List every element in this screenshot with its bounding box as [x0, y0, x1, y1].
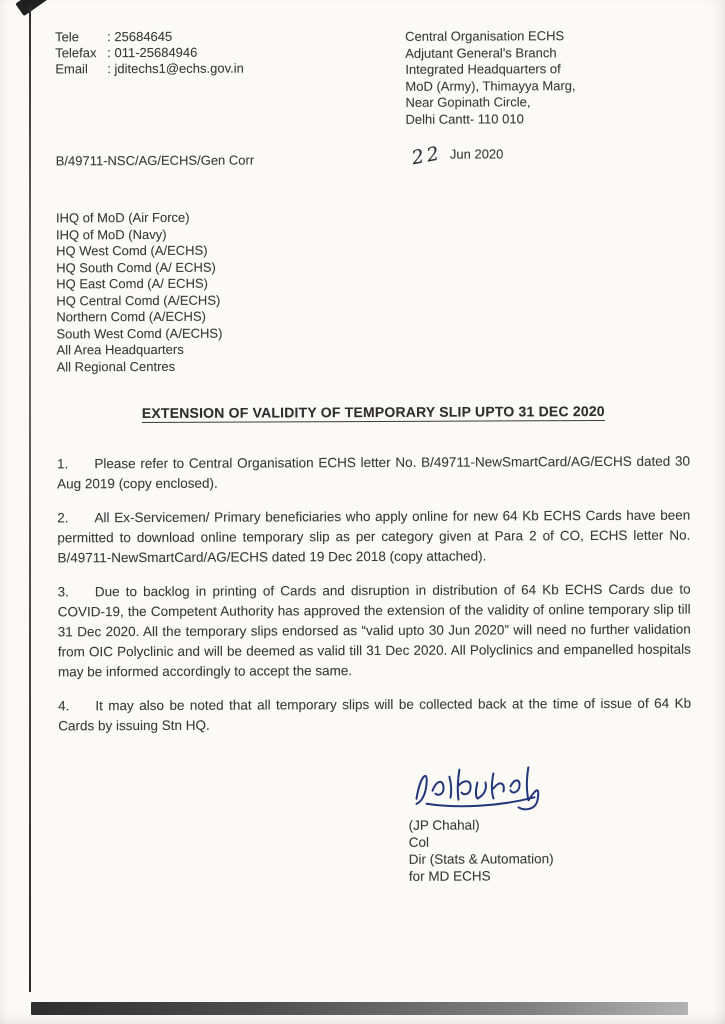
addressee-line: South West Comd (A/ECHS) [56, 325, 223, 341]
paragraph-4 [58, 694, 691, 737]
signatory-rank: Col [408, 834, 429, 850]
telefax-label: Telefax [55, 45, 97, 61]
reference-number: B/49711-NSC/AG/ECHS/Gen Corr [55, 152, 255, 169]
tele-label: Tele [55, 29, 80, 45]
signature-block [409, 816, 692, 885]
addressee-line: IHQ of MoD (Air Force) [55, 209, 190, 226]
handwritten-signature [406, 762, 556, 813]
paragraph-text: It may also be noted that all temporary slips will be collected back at the time of issue of 64 Kb Cards by issuing Stn HQ. [58, 695, 692, 734]
paragraph-number: 1. [56, 456, 69, 472]
paragraph-1 [57, 452, 690, 495]
org-address-line: Near Gopinath Circle, [405, 94, 531, 110]
paragraph-3 [58, 580, 691, 683]
contact-line-email [55, 59, 688, 78]
addressee-line: HQ Central Comd (A/ECHS) [56, 292, 221, 308]
addressee-line: All Area Headquarters [56, 341, 184, 358]
scan-left-edge-line [29, 6, 31, 992]
letter-title: EXTENSION OF VALIDITY OF TEMPORARY SLIP UPTO 31 DEC 2020 [141, 402, 605, 422]
handwritten-date-day: 22 [409, 142, 444, 170]
org-address-line: Delhi Cantt- 110 010 [405, 110, 524, 127]
signature-area [408, 762, 692, 885]
email-label: Email [55, 61, 88, 77]
org-address-block [405, 28, 576, 128]
scan-bottom-edge-band [31, 1002, 688, 1015]
addressee-line: HQ East Comd (A/ ECHS) [56, 275, 208, 292]
telefax-value: : 011-25684946 [107, 44, 198, 61]
letter-body [57, 452, 691, 737]
paragraph-number: 2. [57, 510, 69, 526]
addressee-line: HQ South Comd (A/ ECHS) [56, 259, 216, 275]
paragraph-text: All Ex-Servicemen/ Primary beneficiaries who apply online for new 64 Kb ECHS Cards have been permitted to download online temporary slip as per category given at Para 2 of CO, ECHS letter No. B/49711-NewSmartCard/AG/ECHS dated 19 Dec 2018 (copy attached). [57, 507, 691, 566]
letter-content [55, 27, 692, 887]
email-value: : jditechs1@echs.gov.in [107, 60, 244, 77]
date-month-year: Jun 2020 [449, 146, 504, 162]
letter-header [55, 27, 688, 128]
paragraph-text: Due to backlog in printing of Cards and disruption in distribution of 64 Kb ECHS Cards due to COVID-19, the Competent Authority has approved the extension of the validity of online temporary slip till 31 Dec 2020. All the temporary slips endorsed as “valid upto 30 Jun 2020” will need no further validation from OIC Polyclinic and will be deemed as valid till 31 Dec 2020. All Polyclinics and empanelled hospitals may be informed accordingly to accept the same. [57, 581, 691, 680]
signatory-for: for MD ECHS [408, 868, 491, 884]
signatory-designation: Dir (Stats & Automation) [408, 851, 554, 867]
paragraph-2 [57, 506, 690, 569]
reference-row [55, 142, 689, 174]
addressee-line: IHQ of MoD (Navy) [55, 226, 167, 242]
paragraph-text: Please refer to Central Organisation ECHS letter No. B/49711-NewSmartCard/AG/ECHS dated 30 Aug 2019 (copy enclosed). [57, 453, 691, 492]
addressee-line: All Regional Centres [56, 358, 176, 374]
scan-corner-mark [15, 0, 56, 16]
org-address-line: Central Organisation ECHS [405, 28, 565, 44]
org-address-line: MoD (Army), Thimayya Marg, [405, 77, 576, 94]
paragraph-number: 3. [57, 584, 69, 600]
addressee-list [56, 208, 690, 376]
org-address-line: Integrated Headquarters of [405, 61, 561, 77]
title-row [57, 403, 690, 424]
contact-block [55, 27, 688, 78]
paragraph-number: 4. [58, 698, 70, 714]
addressee-line: Northern Comd (A/ECHS) [56, 308, 206, 325]
signatory-name: (JP Chahal) [408, 817, 480, 833]
tele-value: : 25684645 [107, 28, 173, 45]
addressee-line: HQ West Comd (A/ECHS) [56, 242, 208, 259]
letter-date [409, 142, 504, 170]
org-address-line: Adjutant General's Branch [405, 44, 557, 61]
